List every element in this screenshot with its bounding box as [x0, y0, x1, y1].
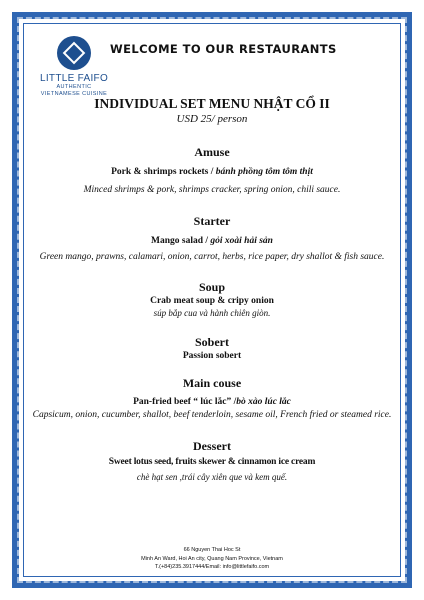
footer-line-2: Minh An Ward, Hoi An city, Quang Nam Province, Vietnam: [141, 555, 283, 562]
dish-name: Sweet lotus seed, fruits skewer & cinnamon ice cream: [108, 457, 316, 467]
section-title: Sobert: [195, 335, 229, 349]
menu-price: USD 25/ person: [176, 113, 248, 125]
dish-name-vi: bánh phồng tôm tôm thịt: [215, 167, 313, 177]
footer-address: [28, 546, 396, 572]
section-main: [28, 376, 396, 421]
section-title: Soup: [198, 280, 226, 294]
dish-description: Capsicum, onion, cucumber, shallot, beef tenderloin, sesame oil, French fried or steamed rice.: [32, 410, 392, 420]
dish-description: Minced shrimps & pork, shrimps cracker, spring onion, chili sauce.: [83, 185, 341, 195]
section-dessert: [28, 439, 396, 482]
logo-icon: [57, 36, 91, 70]
dish-name-en: Pan-fried beef “ lúc lắc” /: [133, 397, 237, 407]
dish-name: [28, 236, 396, 246]
menu-content: [28, 96, 396, 482]
logo-subtitle-1: AUTHENTIC: [56, 84, 92, 90]
section-amuse: [28, 145, 396, 196]
dish-description: súp bắp cua và hành chiên giòn.: [153, 308, 271, 318]
dish-name-vi: bò xào lúc lắc: [236, 397, 291, 407]
dish-name: Passion sobert: [182, 351, 242, 361]
section-title: Dessert: [193, 439, 231, 453]
menu-title: INDIVIDUAL SET MENU NHẬT CỔ II: [94, 96, 330, 111]
section-title: Starter: [193, 214, 231, 228]
logo: [34, 36, 114, 98]
section-starter: [28, 214, 396, 263]
section-title: Main couse: [182, 376, 242, 390]
dish-name-en: Pork & shrimps rockets /: [111, 167, 216, 177]
section-soup: [28, 280, 396, 318]
footer-line-1: 66 Nguyen Thai Hoc St: [183, 547, 241, 553]
dish-name-en: Mango salad /: [151, 236, 211, 246]
dish-name: [28, 167, 396, 177]
dish-name: [28, 397, 396, 407]
welcome-heading: WELCOME TO OUR RESTAURANTS: [110, 42, 337, 56]
section-title: Amuse: [194, 145, 230, 159]
dish-description: chè hạt sen ,trái cây xiên que và kem quế.: [136, 472, 288, 482]
logo-name: LITTLE FAIFO: [39, 73, 109, 84]
logo-subtitle-2: VIETNAMESE CUISINE: [40, 91, 108, 97]
section-sobert: [28, 335, 396, 361]
dish-name-vi: gỏi xoài hải sản: [210, 236, 273, 246]
dish-description: Green mango, prawns, calamari, onion, carrot, herbs, rice paper, dry shallot & fish sauce.: [39, 252, 385, 262]
dish-name: Crab meat soup & cripy onion: [150, 296, 274, 306]
footer-line-3: T.(+84)235.3917444/Email: info@littlefaifo.com: [154, 564, 270, 570]
